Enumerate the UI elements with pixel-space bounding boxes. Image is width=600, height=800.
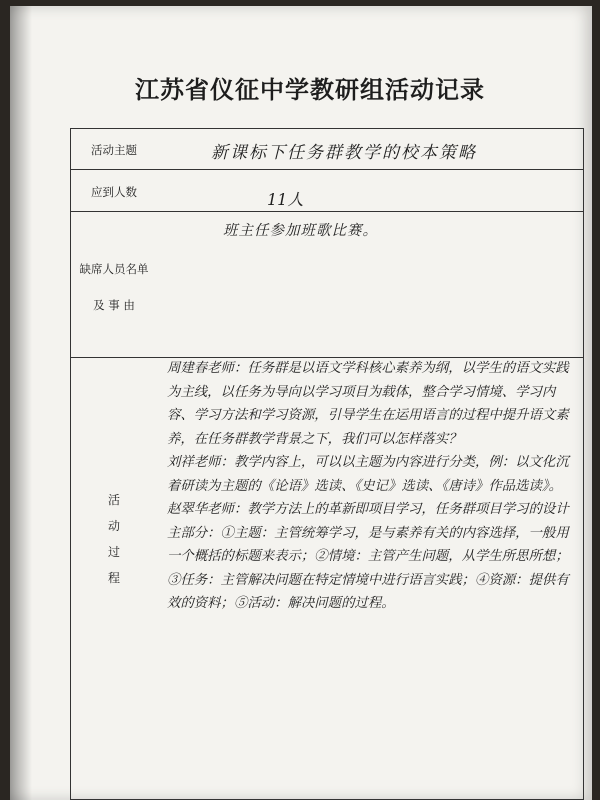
process-content: [167, 357, 577, 616]
absent-label-line1: 缺席人员名单: [79, 262, 149, 276]
process-label-char: 动: [107, 519, 120, 533]
page-spine-shadow: [10, 6, 32, 800]
record-form: [70, 128, 584, 800]
absent-label-line2: 及 事 由: [93, 298, 135, 312]
process-entry: 周建春老师：任务群是以语文学科核心素养为纲，以学生的语文实践为主线，以任务为导向以学习项目为载体，整合学习情境、学习内容、学习方法和学习资源，引导学生在运用语言的过程中提升语文素养，在任务群教学背景之下，我们可以怎样落实？: [167, 361, 569, 447]
form-row-divider: [71, 211, 583, 212]
attendance-value: 11人: [267, 190, 304, 209]
process-label: [79, 487, 149, 591]
process-entry: 刘祥老师：教学内容上，可以以主题为内容进行分类，例：以文化沉着研读为主题的《论语》选读、《史记》选读、《唐诗》作品选读》。: [167, 455, 569, 494]
process-label-char: 程: [107, 571, 120, 585]
theme-label: 活动主题: [91, 143, 137, 157]
page-title: 江苏省仪征中学教研组活动记录: [135, 75, 485, 104]
process-entry: 赵翠华老师：教学方法上的革新即项目学习，任务群项目学习的设计主部分：①主题：主管统筹学习，是与素养有关的内容选择，一般用一个概括的标题来表示；②情境：主管产生问题，从学生所思所想；③任务：主管解决问题在特定情境中进行语言实践；④资源：提供有效的资料；⑤活动：解决问题的过程。: [167, 502, 569, 611]
theme-value: 新课标下任务群教学的校本策略: [211, 143, 477, 163]
process-label-char: 过: [107, 545, 120, 559]
absent-value: 班主任参加班歌比赛。: [223, 223, 378, 239]
process-label-char: 活: [107, 493, 120, 507]
attendance-label: 应到人数: [91, 185, 137, 199]
form-row-divider: [71, 169, 583, 170]
notebook-page: [10, 6, 592, 800]
